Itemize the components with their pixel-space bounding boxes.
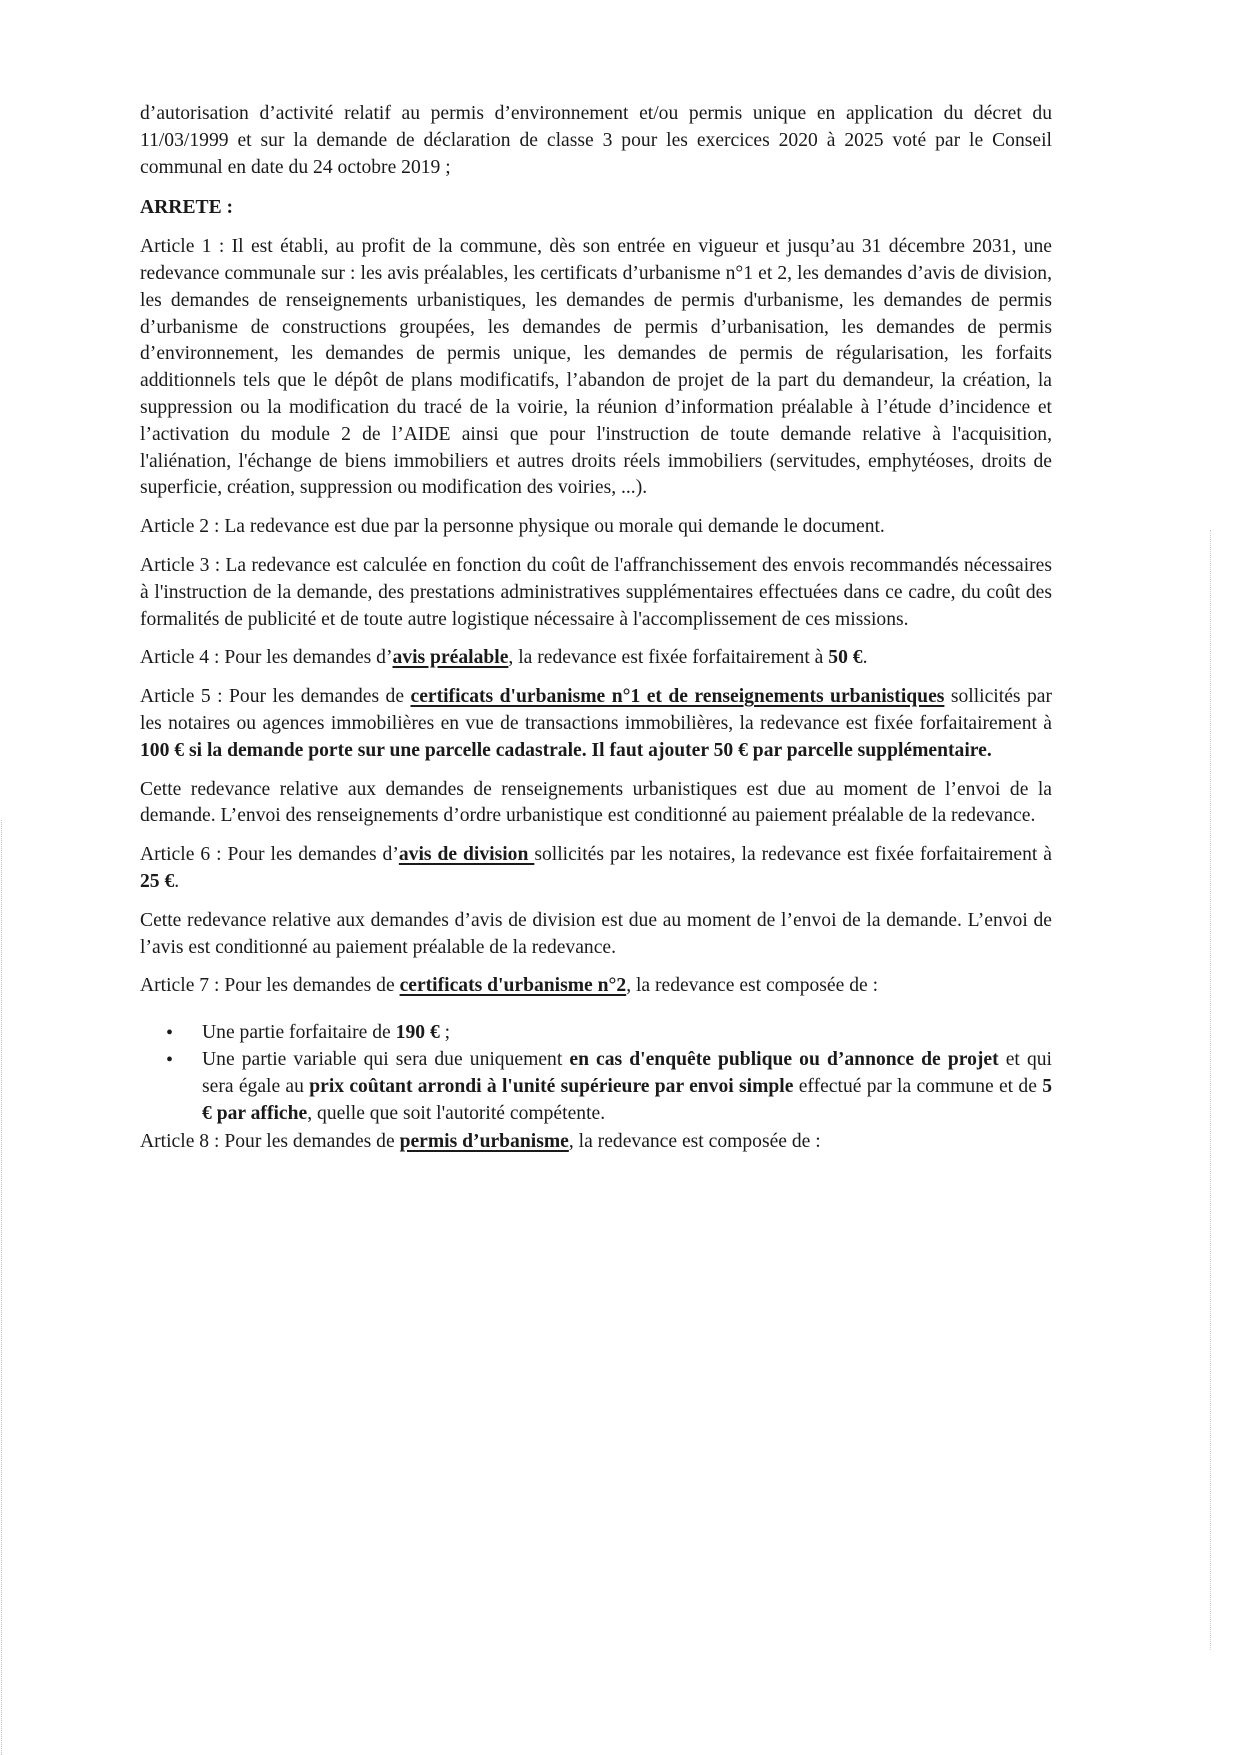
bullet-item [202,1047,1052,1127]
article-1: Article 1 : Il est établi, au profit de la commune, dès son entrée en vigueur et jusqu’au 31 décembre 2031, une redevance communale sur : les avis préalables, les certificats d’urbanisme n°1 et 2, les demandes d’avis de division, les demandes de renseignements urbanistiques, les demandes de permis d'urbanisme, les demandes de permis d’urbanisme de constructions groupées, les demandes de permis d’urbanisation, les demandes de permis d’environnement, les demandes de permis unique, les demandes de permis de régularisation, les forfaits additionnels tels que le dépôt de plans modificatifs, l’abandon de projet de la part du demandeur, la création, la suppression ou la modification du tracé de la voirie, la réunion d’information préalable à l’étude d’incidence et l’activation du module 2 de l’AIDE ainsi que pour l'instruction de toute demande relative à l'acquisition, l'aliénation, l'échange de biens immobiliers et autres droits réels immobiliers (servitudes, emphytéoses, droits de superficie, création, suppression ou modification des voiries, ...). [140,236,1052,499]
article-7-text: Article 7 : Pour les demandes de [140,975,400,997]
article-6-subject: avis de division [398,844,535,866]
document-page [140,101,1052,1168]
article-2: Article 2 : La redevance est due par la personne physique ou morale qui demande le document. [140,516,885,538]
article-4-subject: avis préalable [392,647,509,669]
article-6-text: . [174,870,180,892]
article-5-text: Article 5 : Pour les demandes de [140,686,411,708]
bullet-emphasis: prix coûtant arrondi à l'unité supérieure par envoi simple [309,1075,794,1097]
article-5-note: Cette redevance relative aux demandes de renseignements urbanistiques est due au moment de l’envoi de la demande. L’envoi des renseignements d’ordre urbanistique est conditionné au paiement préalable de la redevance. [140,778,1052,827]
article-8 [140,1129,1052,1156]
article-8-subject: permis d’urbanisme [399,1131,569,1153]
article-4 [140,645,1052,672]
bullet-text: Une partie variable qui sera due uniquement [202,1048,570,1070]
scan-edge-artifact-right [1210,530,1212,1650]
bullet-amount: 190 € [395,1022,440,1044]
article-4-text: . [862,647,868,669]
bullet-text: ; [439,1022,451,1044]
article-4-amount: 50 € [828,647,863,669]
bullet-text: Une partie forfaitaire de [202,1022,396,1044]
bullet-text: , quelle que soit l'autorité compétente. [307,1102,606,1124]
article-6-text: Article 6 : Pour les demandes d’ [140,844,399,866]
article-8-text: Article 8 : Pour les demandes de [140,1131,400,1153]
article-6 [140,842,1052,896]
article-7-text: , la redevance est composée de : [626,975,879,997]
article-5 [140,684,1052,764]
article-6-text: sollicités par les notaires, la redevance est fixée forfaitairement à [534,844,1053,866]
article-7 [140,973,1052,1000]
bullet-text: et qui sera égale au [202,1048,1052,1097]
article-4-text: Article 4 : Pour les demandes d’ [140,647,393,669]
article-4-text: , la redevance est fixée forfaitairement à [508,647,829,669]
decree-heading: ARRETE : [140,197,234,219]
article-6-note: Cette redevance relative aux demandes d’avis de division est due au moment de l’envoi de la demande. L’envoi de l’avis est conditionné au paiement préalable de la redevance. [140,909,1052,958]
bullet-emphasis: en cas d'enquête publique ou d’annonce de projet [569,1048,999,1070]
article-7-bullet-list [140,1020,1052,1127]
article-8-text: , la redevance est composée de : [568,1131,821,1153]
article-5-text: sollicités par les notaires ou agences immobilières en vue de transactions immobilières, la redevance est fixée forfaitairement à [140,686,1052,734]
bullet-text: effectué par la commune et de [793,1075,1043,1097]
bullet-amount: 5 € par affiche [202,1075,1052,1124]
bullet-item [202,1020,1052,1047]
article-5-subject: certificats d'urbanisme n°1 et de renseignements urbanistiques [410,686,945,708]
article-5-amount: 100 € si la demande porte sur une parcelle cadastrale. Il faut ajouter 50 € par parcelle supplémentaire. [140,739,992,761]
scan-edge-artifact-left [1,820,3,1755]
article-3: Article 3 : La redevance est calculée en fonction du coût de l'affranchissement des envois recommandés nécessaires à l'instruction de la demande, des prestations administratives supplémentaires effectuées dans ce cadre, du coût des formalités de publicité et de toute autre logistique nécessaire à l'accomplissement de ces missions. [140,554,1052,630]
intro-paragraph: d’autorisation d’activité relatif au permis d’environnement et/ou permis unique en application du décret du 11/03/1999 et sur la demande de déclaration de classe 3 pour les exercices 2020 à 2025 voté par le Conseil communal en date du 24 octobre 2019 ; [140,103,1052,178]
article-6-amount: 25 € [140,870,175,892]
article-7-subject: certificats d'urbanisme n°2 [399,975,627,997]
